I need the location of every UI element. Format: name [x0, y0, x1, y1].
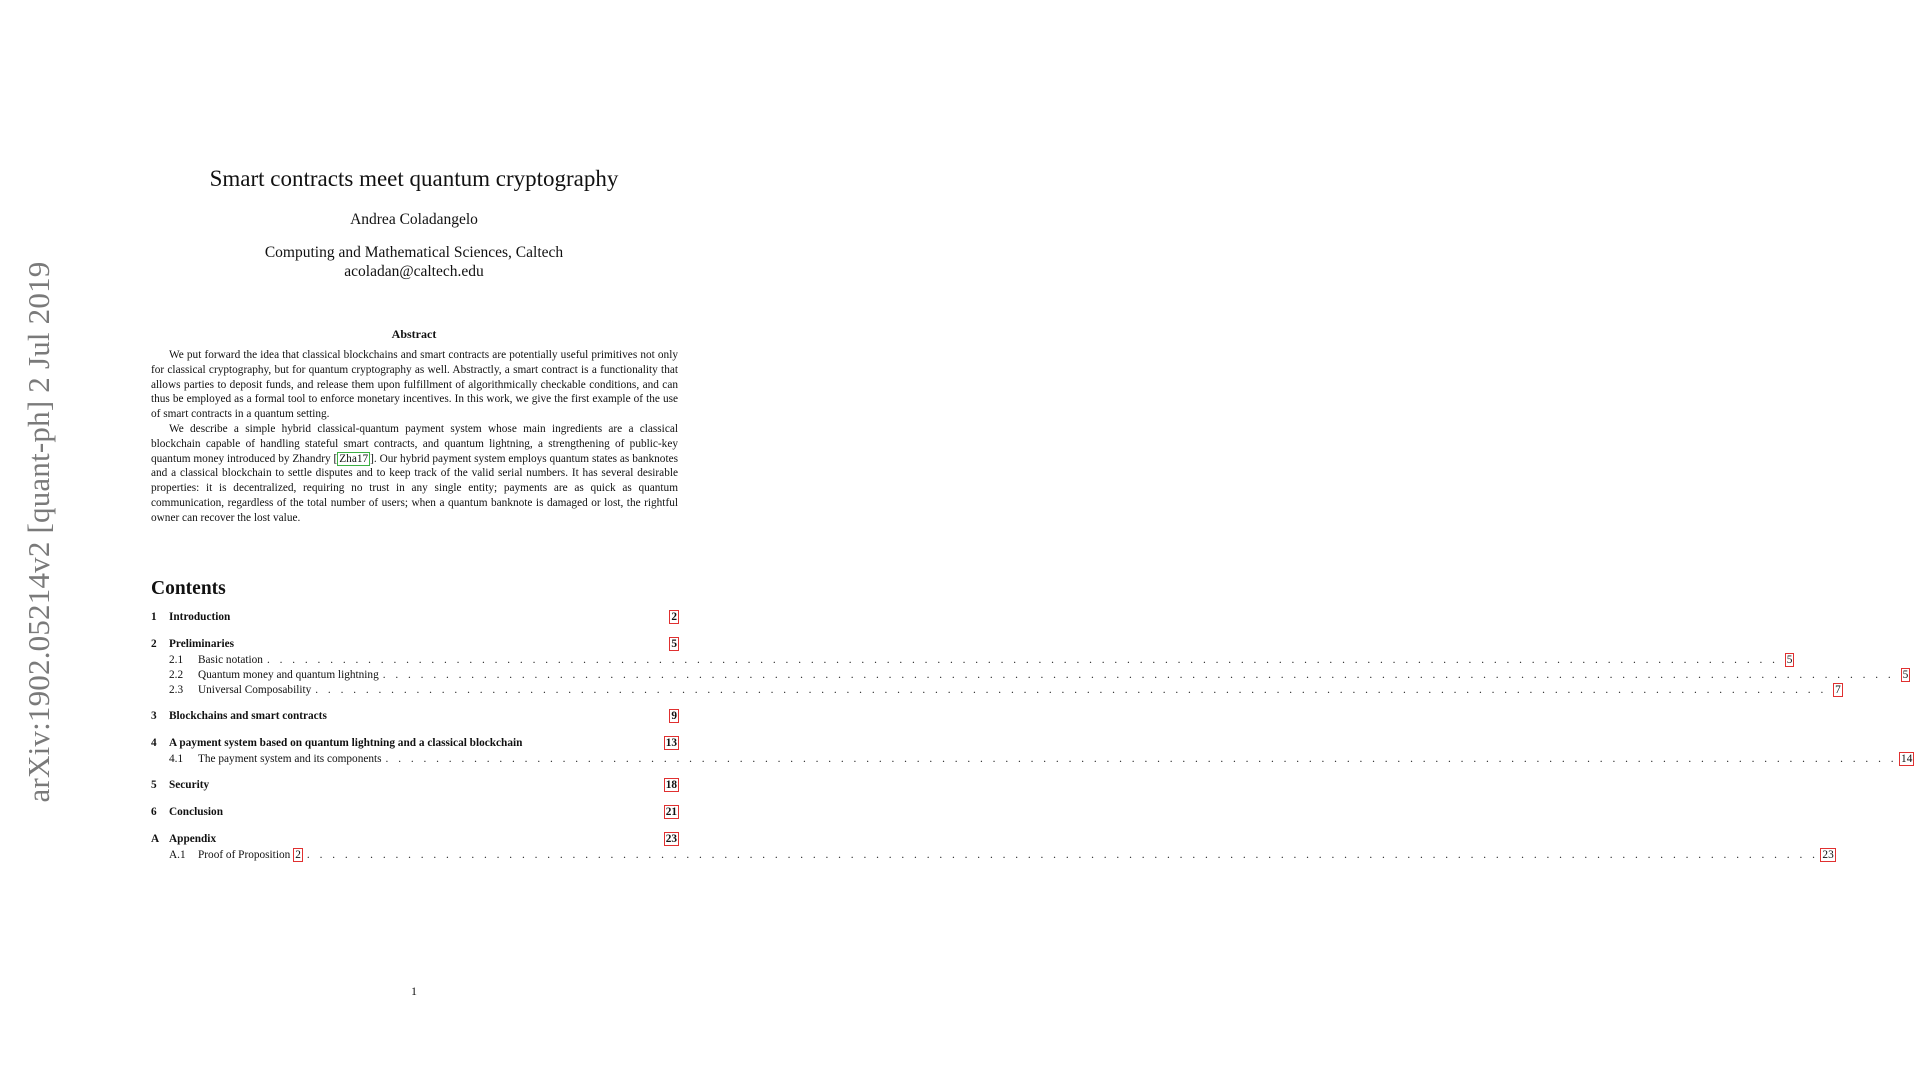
- toc-page-link[interactable]: [664, 737, 679, 749]
- toc-section-title[interactable]: Preliminaries: [169, 638, 235, 650]
- toc-leader-dots: . . . . . . . . . . . . . . . . . . . . . . . . . . . . . . . . . . . . . . . . . . . . . . . . . . . . . . . . . . . . . . . . . . . . . . . . . . . . . . . . . . . . . . . . . . . . . . . . . . . . . . . . . . . . . . . . . . . . . . . .: [306, 849, 1819, 861]
- toc-section-title[interactable]: A payment system based on quantum lightning and a classical blockchain: [169, 737, 523, 749]
- toc-page-number[interactable]: 5: [1786, 654, 1793, 666]
- abstract-paragraph-2-text-b: . Our hybrid payment system employs quantum states as banknotes and a classical blockchain to settle disputes and to keep track of the valid serial numbers. It has several desirable properties: it is decentralized, requiring no trust in any single entity; payments are as quick as quantum communication, regardless of the total number of users; when a quantum banknote is damaged or lost, the rightful owner can recover the lost value.: [151, 452, 679, 524]
- toc-leader-dots: . . . . . . . . . . . . . . . . . . . . . . . . . . . . . . . . . . . . . . . . . . . . . . . . . . . . . . . . . . . . . . . . . . . . . . . . . . . . . . . . . . . . . . . . . . . . . . . . . . . . . . . . . . . . . . . . . . . . . . . .: [266, 654, 1779, 666]
- toc-subsection-title[interactable]: [198, 753, 382, 765]
- toc-page-number[interactable]: 23: [665, 833, 677, 845]
- toc-page-number[interactable]: 13: [665, 737, 677, 749]
- toc-page-link[interactable]: [665, 710, 679, 722]
- toc-subsection-number: 2.2: [169, 669, 184, 681]
- toc-section-number: 1: [151, 611, 157, 623]
- toc-page-link[interactable]: [664, 833, 679, 845]
- toc-page-link[interactable]: [1820, 849, 1835, 861]
- toc-subsection-title-text[interactable]: Proof of Proposition: [198, 849, 291, 861]
- citation-link[interactable]: Zha17: [339, 452, 369, 465]
- toc-subsection-number: 2.1: [169, 654, 184, 666]
- toc-section-number: 5: [151, 779, 157, 791]
- toc-page-link[interactable]: [1899, 753, 1914, 765]
- contents-heading: Contents: [151, 578, 226, 599]
- abstract-paragraph-2: We describe a simple hybrid classical-quantum payment system whose main ingredients are a classical blockchain capable of handling stateful smart contracts, and quantum lightning, a strengthening of public-key quantum money introduced by Zhandry [ Zha17 ]. Our hybrid payment system employs quantum states as banknotes and a classical blockchain to settle disputes and to keep track of the valid serial numbers. It has several desirable properties: it is decentralized, requiring no trust in any single entity; payments are as quick as quantum communication, regardless of the total number of users; when a quantum banknote is damaged or lost, the rightful owner can recover the lost value.: [151, 422, 679, 524]
- toc-leader-dots: . . . . . . . . . . . . . . . . . . . . . . . . . . . . . . . . . . . . . . . . . . . . . . . . . . . . . . . . . . . . . . . . . . . . . . . . . . . . . . . . . . . . . . . . . . . . . . . . . . . . . . . . . . . . . . . . . . . . . . . .: [385, 753, 1898, 765]
- toc-section-row[interactable]: [151, 638, 679, 654]
- toc-subsection-row[interactable]: [151, 654, 1793, 669]
- author-affiliation-block: [0, 243, 828, 281]
- toc-section-number: 6: [151, 806, 157, 818]
- toc-section-number: 2: [151, 638, 157, 650]
- toc-page-link[interactable]: [664, 779, 679, 791]
- toc-subsection-title-text[interactable]: The payment system and its components: [198, 753, 382, 765]
- toc-subsection-title[interactable]: [198, 849, 303, 861]
- toc-page-number[interactable]: 18: [665, 779, 677, 791]
- toc-page-number[interactable]: 7: [1835, 684, 1841, 696]
- toc-page-number[interactable]: 5: [671, 638, 677, 650]
- abstract-paragraph-1: We put forward the idea that classical blockchains and smart contracts are potentially useful primitives not only for classical cryptography, but for quantum cryptography as well. Abstractly, a smart contract is a functionality that allows parties to deposit funds, and release them upon fulfillment of algorithmically checkable conditions, and can thus be employed as a formal tool to enforce monetary incentives. In this work, we give the first example of the use of smart contracts in a quantum setting.: [151, 349, 678, 421]
- toc-page-link[interactable]: [665, 638, 679, 650]
- toc-page-link[interactable]: [1829, 684, 1843, 696]
- toc-subsection-number: A.1: [169, 849, 186, 861]
- toc-subsection-title[interactable]: [198, 654, 263, 666]
- toc-subsection-row[interactable]: [151, 684, 1841, 699]
- toc-section-title[interactable]: Appendix: [169, 833, 217, 845]
- toc-subsection-number: 2.3: [169, 684, 184, 696]
- toc-section-title[interactable]: Introduction: [169, 611, 231, 623]
- toc-subsection-row[interactable]: [151, 849, 1834, 864]
- toc-section-row[interactable]: [151, 779, 679, 795]
- arxiv-identifier-stamp: [14, 261, 64, 803]
- toc-section-number: 3: [151, 710, 157, 722]
- toc-page-number[interactable]: 2: [671, 611, 677, 623]
- toc-section-number: A: [151, 833, 160, 845]
- table-of-contents: [151, 611, 1913, 864]
- toc-page-number[interactable]: 23: [1822, 849, 1834, 861]
- toc-page-link[interactable]: [1780, 654, 1794, 666]
- toc-page-link[interactable]: [1896, 669, 1910, 681]
- toc-section-title[interactable]: Conclusion: [169, 806, 223, 818]
- toc-page-number[interactable]: 14: [1901, 753, 1913, 765]
- abstract-body: [151, 348, 678, 526]
- toc-section-title[interactable]: Security: [169, 779, 210, 791]
- page-number: 1: [411, 984, 417, 998]
- toc-subsection-title-text[interactable]: Universal Composability: [198, 684, 312, 696]
- toc-page-link[interactable]: [664, 806, 679, 818]
- toc-section-row[interactable]: [151, 806, 679, 822]
- toc-page-number[interactable]: 9: [671, 710, 677, 722]
- toc-subsection-title[interactable]: [198, 684, 311, 696]
- toc-section-title[interactable]: Blockchains and smart contracts: [169, 710, 327, 722]
- arxiv-identifier-text: arXiv:1902.05214v2 [quant-ph] 2 Jul 2019: [21, 261, 56, 803]
- toc-subsection-title-text[interactable]: Quantum money and quantum lightning: [198, 669, 379, 681]
- author-email: acoladan@caltech.edu: [344, 263, 484, 280]
- toc-page-link[interactable]: [665, 611, 679, 623]
- proposition-ref-link[interactable]: 2: [295, 849, 301, 861]
- affiliation: Computing and Mathematical Sciences, Caltech: [264, 244, 564, 261]
- toc-subsection-row[interactable]: [151, 669, 1909, 684]
- toc-subsection-title-text[interactable]: Basic notation: [198, 654, 263, 666]
- toc-section-row[interactable]: [151, 710, 679, 726]
- toc-subsection-row[interactable]: [151, 753, 1913, 768]
- toc-section-row[interactable]: [151, 833, 679, 849]
- toc-section-row[interactable]: [151, 737, 679, 753]
- toc-leader-dots: . . . . . . . . . . . . . . . . . . . . . . . . . . . . . . . . . . . . . . . . . . . . . . . . . . . . . . . . . . . . . . . . . . . . . . . . . . . . . . . . . . . . . . . . . . . . . . . . . . . . . . . . . . . . . . . . . . . . . . . .: [382, 669, 1895, 681]
- toc-section-row[interactable]: [151, 611, 679, 627]
- author-name: Andrea Coladangelo: [350, 211, 478, 228]
- toc-leader-dots: . . . . . . . . . . . . . . . . . . . . . . . . . . . . . . . . . . . . . . . . . . . . . . . . . . . . . . . . . . . . . . . . . . . . . . . . . . . . . . . . . . . . . . . . . . . . . . . . . . . . . . . . . . . . . . . . . . . . . . . .: [315, 684, 1827, 696]
- paper-title: Smart contracts meet quantum cryptography: [209, 166, 619, 191]
- abstract-paragraph-2-text-a: We describe a simple hybrid classical-quantum payment system whose main ingredients are a classical blockchain capable of handling stateful smart contracts, and quantum lightning, a strengthening of public-key quantum money introduced by Zhandry: [151, 422, 678, 465]
- toc-page-number[interactable]: 21: [665, 806, 677, 818]
- toc-page-number[interactable]: 5: [1902, 669, 1909, 681]
- toc-subsection-title[interactable]: [198, 669, 379, 681]
- toc-section-number: 4: [151, 737, 157, 749]
- abstract-heading: Abstract: [391, 327, 437, 341]
- toc-subsection-number: 4.1: [169, 753, 184, 765]
